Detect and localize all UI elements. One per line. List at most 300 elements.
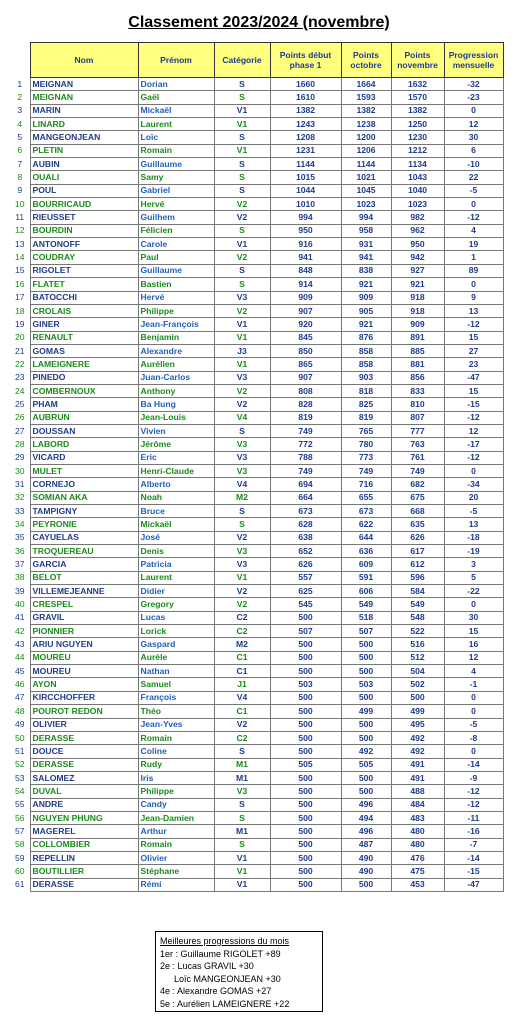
rank-cell: 4 bbox=[17, 118, 23, 129]
points-debut-cell: 788 bbox=[270, 451, 341, 464]
table-row bbox=[10, 464, 503, 477]
rank-cell: 1 bbox=[17, 78, 23, 89]
points-novembre-cell: 763 bbox=[391, 438, 444, 451]
nom-cell: BOURDIN bbox=[30, 224, 138, 237]
categorie-cell: V2 bbox=[214, 531, 270, 544]
categorie-cell: S bbox=[214, 745, 270, 758]
progression-cell: -5 bbox=[444, 184, 503, 197]
points-debut-cell: 920 bbox=[270, 318, 341, 331]
table-row bbox=[10, 331, 503, 344]
rank-cell: 57 bbox=[14, 825, 25, 836]
progression-cell: 16 bbox=[444, 638, 503, 651]
points-octobre-cell: 500 bbox=[341, 651, 391, 664]
points-novembre-cell: 918 bbox=[391, 291, 444, 304]
points-novembre-cell: 491 bbox=[391, 758, 444, 771]
points-debut-cell: 1144 bbox=[270, 158, 341, 171]
progression-cell: 0 bbox=[444, 278, 503, 291]
rank-cell: 3 bbox=[17, 105, 23, 116]
progression-cell: -14 bbox=[444, 758, 503, 771]
points-octobre-cell: 609 bbox=[341, 558, 391, 571]
prenom-cell: Aurèle bbox=[138, 651, 214, 664]
categorie-cell: S bbox=[214, 424, 270, 437]
categorie-cell: V1 bbox=[214, 851, 270, 864]
points-debut-cell: 652 bbox=[270, 545, 341, 558]
progression-cell: -10 bbox=[444, 158, 503, 171]
rank-cell: 5 bbox=[17, 132, 23, 143]
points-debut-cell: 1382 bbox=[270, 104, 341, 117]
nom-cell: KIRCCHOFFER bbox=[30, 691, 138, 704]
table-row bbox=[10, 318, 503, 331]
points-octobre-cell: 921 bbox=[341, 278, 391, 291]
nom-cell: OLIVIER bbox=[30, 718, 138, 731]
points-novembre-cell: 1570 bbox=[391, 91, 444, 104]
categorie-cell: V1 bbox=[214, 878, 270, 891]
rank-cell: 47 bbox=[14, 692, 25, 703]
nom-cell: MARIN bbox=[30, 104, 138, 117]
categorie-cell: M2 bbox=[214, 638, 270, 651]
nom-cell: CAYUELAS bbox=[30, 531, 138, 544]
categorie-cell: S bbox=[214, 158, 270, 171]
prenom-cell: Olivier bbox=[138, 851, 214, 864]
table-row bbox=[10, 118, 503, 131]
categorie-cell: M1 bbox=[214, 758, 270, 771]
nom-cell: PEYRONIE bbox=[30, 518, 138, 531]
points-novembre-cell: 856 bbox=[391, 371, 444, 384]
nom-cell: CRESPEL bbox=[30, 598, 138, 611]
prenom-cell: Jean-Louis bbox=[138, 411, 214, 424]
points-debut-cell: 500 bbox=[270, 878, 341, 891]
points-novembre-cell: 584 bbox=[391, 585, 444, 598]
points-novembre-cell: 1250 bbox=[391, 118, 444, 131]
nom-cell: TAMPIGNY bbox=[30, 505, 138, 518]
rank-cell: 42 bbox=[14, 625, 25, 636]
points-debut-cell: 500 bbox=[270, 811, 341, 824]
points-octobre-cell: 858 bbox=[341, 358, 391, 371]
progression-cell: -47 bbox=[444, 371, 503, 384]
points-novembre-cell: 549 bbox=[391, 598, 444, 611]
rank-cell: 33 bbox=[14, 505, 25, 516]
points-octobre-cell: 909 bbox=[341, 291, 391, 304]
prenom-cell: Juan-Carlos bbox=[138, 371, 214, 384]
points-debut-cell: 500 bbox=[270, 651, 341, 664]
nom-cell: COUDRAY bbox=[30, 251, 138, 264]
points-octobre-cell: 655 bbox=[341, 491, 391, 504]
rank-cell: 59 bbox=[14, 852, 25, 863]
rank-cell: 12 bbox=[14, 225, 25, 236]
prenom-cell: Noah bbox=[138, 491, 214, 504]
progression-cell: 15 bbox=[444, 384, 503, 397]
points-debut-cell: 500 bbox=[270, 665, 341, 678]
points-novembre-cell: 675 bbox=[391, 491, 444, 504]
nom-cell: FLATET bbox=[30, 278, 138, 291]
points-novembre-cell: 810 bbox=[391, 398, 444, 411]
progression-cell: -1 bbox=[444, 678, 503, 691]
points-novembre-cell: 488 bbox=[391, 785, 444, 798]
points-octobre-cell: 500 bbox=[341, 638, 391, 651]
prenom-cell: Iris bbox=[138, 771, 214, 784]
nom-cell: VICARD bbox=[30, 451, 138, 464]
points-debut-cell: 500 bbox=[270, 771, 341, 784]
rank-cell: 39 bbox=[14, 585, 25, 596]
table-row bbox=[10, 371, 503, 384]
table-row bbox=[10, 384, 503, 397]
nom-cell: DERASSE bbox=[30, 731, 138, 744]
points-novembre-cell: 777 bbox=[391, 424, 444, 437]
categorie-cell: S bbox=[214, 91, 270, 104]
categorie-cell: V3 bbox=[214, 451, 270, 464]
prenom-cell: Gaspard bbox=[138, 638, 214, 651]
nom-cell: RIGOLET bbox=[30, 264, 138, 277]
points-novembre-cell: 453 bbox=[391, 878, 444, 891]
categorie-cell: S bbox=[214, 798, 270, 811]
rank-cell: 6 bbox=[17, 145, 23, 156]
points-novembre-cell: 596 bbox=[391, 571, 444, 584]
nom-cell: RIEUSSET bbox=[30, 211, 138, 224]
points-novembre-cell: 682 bbox=[391, 478, 444, 491]
nom-cell: BELOT bbox=[30, 571, 138, 584]
nom-cell: POUROT REDON bbox=[30, 705, 138, 718]
points-novembre-cell: 512 bbox=[391, 651, 444, 664]
progression-cell: 6 bbox=[444, 144, 503, 157]
points-octobre-cell: 780 bbox=[341, 438, 391, 451]
table-row bbox=[10, 665, 503, 678]
nom-cell: PINEDO bbox=[30, 371, 138, 384]
rank-cell: 53 bbox=[14, 772, 25, 783]
prenom-cell: Aurélien bbox=[138, 358, 214, 371]
categorie-cell: V3 bbox=[214, 438, 270, 451]
points-novembre-cell: 982 bbox=[391, 211, 444, 224]
points-novembre-cell: 1632 bbox=[391, 78, 444, 91]
prenom-cell: Carole bbox=[138, 238, 214, 251]
progression-cell: -12 bbox=[444, 318, 503, 331]
points-novembre-cell: 1043 bbox=[391, 171, 444, 184]
rank-cell: 25 bbox=[14, 398, 25, 409]
progression-cell: 12 bbox=[444, 424, 503, 437]
points-octobre-cell: 1664 bbox=[341, 78, 391, 91]
points-novembre-cell: 1212 bbox=[391, 144, 444, 157]
points-octobre-cell: 716 bbox=[341, 478, 391, 491]
points-octobre-cell: 487 bbox=[341, 838, 391, 851]
categorie-cell: V2 bbox=[214, 211, 270, 224]
table-row bbox=[10, 691, 503, 704]
points-debut-cell: 907 bbox=[270, 371, 341, 384]
nom-cell: MAGEREL bbox=[30, 825, 138, 838]
prenom-cell: Stéphane bbox=[138, 865, 214, 878]
prenom-cell: Gregory bbox=[138, 598, 214, 611]
progression-cell: -12 bbox=[444, 798, 503, 811]
categorie-cell: V2 bbox=[214, 304, 270, 317]
points-novembre-cell: 480 bbox=[391, 825, 444, 838]
rank-cell: 41 bbox=[14, 612, 25, 623]
points-octobre-cell: 1144 bbox=[341, 158, 391, 171]
prenom-cell: Denis bbox=[138, 545, 214, 558]
points-octobre-cell: 499 bbox=[341, 705, 391, 718]
points-debut-cell: 749 bbox=[270, 424, 341, 437]
progression-cell: 27 bbox=[444, 344, 503, 357]
points-octobre-cell: 507 bbox=[341, 625, 391, 638]
points-octobre-cell: 1023 bbox=[341, 198, 391, 211]
points-debut-cell: 1231 bbox=[270, 144, 341, 157]
table-row bbox=[10, 678, 503, 691]
prenom-cell: Rudy bbox=[138, 758, 214, 771]
table-row bbox=[10, 291, 503, 304]
points-debut-cell: 916 bbox=[270, 238, 341, 251]
prenom-cell: Philippe bbox=[138, 785, 214, 798]
points-novembre-cell: 962 bbox=[391, 224, 444, 237]
rank-cell: 28 bbox=[14, 438, 25, 449]
progression-cell: -12 bbox=[444, 411, 503, 424]
points-novembre-cell: 483 bbox=[391, 811, 444, 824]
prenom-cell: Bastien bbox=[138, 278, 214, 291]
categorie-cell: M1 bbox=[214, 771, 270, 784]
points-debut-cell: 673 bbox=[270, 505, 341, 518]
progression-cell: -12 bbox=[444, 451, 503, 464]
rank-cell: 24 bbox=[14, 385, 25, 396]
points-debut-cell: 500 bbox=[270, 718, 341, 731]
nom-cell: MEIGNAN bbox=[30, 78, 138, 91]
rank-cell: 43 bbox=[14, 639, 25, 650]
points-octobre-cell: 500 bbox=[341, 718, 391, 731]
points-debut-cell: 500 bbox=[270, 705, 341, 718]
rank-cell: 32 bbox=[14, 492, 25, 503]
points-debut-cell: 749 bbox=[270, 464, 341, 477]
rank-cell: 19 bbox=[14, 318, 25, 329]
rank-cell: 26 bbox=[14, 412, 25, 423]
points-octobre-cell: 636 bbox=[341, 545, 391, 558]
prenom-cell: Vivien bbox=[138, 424, 214, 437]
rank-cell: 37 bbox=[14, 559, 25, 570]
prenom-cell: Gaël bbox=[138, 91, 214, 104]
points-debut-cell: 1044 bbox=[270, 184, 341, 197]
nom-cell: NGUYEN PHUNG bbox=[30, 811, 138, 824]
categorie-cell: S bbox=[214, 811, 270, 824]
header-points-novembre: Points novembre bbox=[391, 43, 444, 78]
points-novembre-cell: 495 bbox=[391, 718, 444, 731]
points-octobre-cell: 1238 bbox=[341, 118, 391, 131]
points-novembre-cell: 1382 bbox=[391, 104, 444, 117]
points-novembre-cell: 927 bbox=[391, 264, 444, 277]
categorie-cell: S bbox=[214, 78, 270, 91]
categorie-cell: S bbox=[214, 505, 270, 518]
ranking-table bbox=[10, 42, 504, 892]
points-novembre-cell: 491 bbox=[391, 771, 444, 784]
table-row bbox=[10, 224, 503, 237]
points-octobre-cell: 549 bbox=[341, 598, 391, 611]
table-row bbox=[10, 638, 503, 651]
prenom-cell: Laurent bbox=[138, 118, 214, 131]
categorie-cell: V1 bbox=[214, 865, 270, 878]
nom-cell: PIONNIER bbox=[30, 625, 138, 638]
categorie-cell: V1 bbox=[214, 358, 270, 371]
prenom-cell: Patricia bbox=[138, 558, 214, 571]
table-row bbox=[10, 184, 503, 197]
points-debut-cell: 545 bbox=[270, 598, 341, 611]
prenom-cell: Samuel bbox=[138, 678, 214, 691]
points-octobre-cell: 496 bbox=[341, 798, 391, 811]
points-octobre-cell: 905 bbox=[341, 304, 391, 317]
prenom-cell: Romain bbox=[138, 731, 214, 744]
rank-cell: 38 bbox=[14, 572, 25, 583]
points-debut-cell: 507 bbox=[270, 625, 341, 638]
progression-cell: 4 bbox=[444, 224, 503, 237]
progression-cell: -47 bbox=[444, 878, 503, 891]
prenom-cell: Laurent bbox=[138, 571, 214, 584]
rank-cell: 30 bbox=[14, 465, 25, 476]
points-novembre-cell: 475 bbox=[391, 865, 444, 878]
categorie-cell: M1 bbox=[214, 825, 270, 838]
nom-cell: MOUREU bbox=[30, 651, 138, 664]
points-debut-cell: 625 bbox=[270, 585, 341, 598]
table-row bbox=[10, 251, 503, 264]
progression-cell: 0 bbox=[444, 691, 503, 704]
rank-cell: 56 bbox=[14, 812, 25, 823]
progression-cell: 0 bbox=[444, 598, 503, 611]
points-novembre-cell: 950 bbox=[391, 238, 444, 251]
points-novembre-cell: 918 bbox=[391, 304, 444, 317]
points-octobre-cell: 494 bbox=[341, 811, 391, 824]
table-row bbox=[10, 838, 503, 851]
header-prenom: Prénom bbox=[138, 43, 214, 78]
prenom-cell: Félicien bbox=[138, 224, 214, 237]
points-debut-cell: 828 bbox=[270, 398, 341, 411]
points-octobre-cell: 941 bbox=[341, 251, 391, 264]
points-octobre-cell: 490 bbox=[341, 865, 391, 878]
prenom-cell: Philippe bbox=[138, 304, 214, 317]
progression-cell: 0 bbox=[444, 198, 503, 211]
table-row bbox=[10, 198, 503, 211]
prenom-cell: Anthony bbox=[138, 384, 214, 397]
table-row bbox=[10, 451, 503, 464]
table-row bbox=[10, 878, 503, 891]
rank-cell: 9 bbox=[17, 185, 23, 196]
categorie-cell: V3 bbox=[214, 785, 270, 798]
categorie-cell: C1 bbox=[214, 705, 270, 718]
points-octobre-cell: 1200 bbox=[341, 131, 391, 144]
rank-cell: 35 bbox=[14, 532, 25, 543]
points-octobre-cell: 765 bbox=[341, 424, 391, 437]
points-octobre-cell: 773 bbox=[341, 451, 391, 464]
categorie-cell: V2 bbox=[214, 384, 270, 397]
rank-cell: 54 bbox=[14, 785, 25, 796]
points-octobre-cell: 492 bbox=[341, 745, 391, 758]
points-octobre-cell: 1593 bbox=[341, 91, 391, 104]
points-novembre-cell: 1040 bbox=[391, 184, 444, 197]
points-debut-cell: 865 bbox=[270, 358, 341, 371]
prenom-cell: Guilhem bbox=[138, 211, 214, 224]
points-novembre-cell: 617 bbox=[391, 545, 444, 558]
nom-cell: CORNEJO bbox=[30, 478, 138, 491]
prenom-cell: Alexandre bbox=[138, 344, 214, 357]
progression-cell: 4 bbox=[444, 665, 503, 678]
rank-cell: 15 bbox=[14, 265, 25, 276]
points-octobre-cell: 825 bbox=[341, 398, 391, 411]
rank-cell: 27 bbox=[14, 425, 25, 436]
points-novembre-cell: 504 bbox=[391, 665, 444, 678]
points-debut-cell: 500 bbox=[270, 825, 341, 838]
rank-cell: 22 bbox=[14, 358, 25, 369]
table-row bbox=[10, 531, 503, 544]
prenom-cell: Mickaël bbox=[138, 518, 214, 531]
rank-cell: 52 bbox=[14, 759, 25, 770]
table-row bbox=[10, 731, 503, 744]
categorie-cell: C1 bbox=[214, 651, 270, 664]
categorie-cell: V1 bbox=[214, 118, 270, 131]
points-octobre-cell: 921 bbox=[341, 318, 391, 331]
points-octobre-cell: 903 bbox=[341, 371, 391, 384]
table-row bbox=[10, 104, 503, 117]
categorie-cell: S bbox=[214, 131, 270, 144]
points-debut-cell: 500 bbox=[270, 785, 341, 798]
points-novembre-cell: 502 bbox=[391, 678, 444, 691]
header-nom: Nom bbox=[30, 43, 138, 78]
prenom-cell: Ba Hung bbox=[138, 398, 214, 411]
progression-cell: -9 bbox=[444, 771, 503, 784]
best-progressions-box bbox=[155, 931, 323, 1012]
progression-cell: 12 bbox=[444, 651, 503, 664]
points-debut-cell: 941 bbox=[270, 251, 341, 264]
points-octobre-cell: 1021 bbox=[341, 171, 391, 184]
nom-cell: MANGEONJEAN bbox=[30, 131, 138, 144]
nom-cell: GINER bbox=[30, 318, 138, 331]
table-row bbox=[10, 705, 503, 718]
prenom-cell: Jérôme bbox=[138, 438, 214, 451]
prenom-cell: Hervé bbox=[138, 198, 214, 211]
points-debut-cell: 500 bbox=[270, 865, 341, 878]
points-debut-cell: 994 bbox=[270, 211, 341, 224]
rank-cell: 44 bbox=[14, 652, 25, 663]
progression-cell: 20 bbox=[444, 491, 503, 504]
points-debut-cell: 1660 bbox=[270, 78, 341, 91]
points-debut-cell: 1208 bbox=[270, 131, 341, 144]
nom-cell: MOUREU bbox=[30, 665, 138, 678]
points-debut-cell: 557 bbox=[270, 571, 341, 584]
table-row bbox=[10, 158, 503, 171]
prenom-cell: Dorian bbox=[138, 78, 214, 91]
points-debut-cell: 1243 bbox=[270, 118, 341, 131]
points-octobre-cell: 500 bbox=[341, 691, 391, 704]
progression-cell: -19 bbox=[444, 545, 503, 558]
categorie-cell: C1 bbox=[214, 665, 270, 678]
nom-cell: GOMAS bbox=[30, 344, 138, 357]
nom-cell: DERASSE bbox=[30, 878, 138, 891]
nom-cell: LABORD bbox=[30, 438, 138, 451]
progression-cell: 0 bbox=[444, 745, 503, 758]
header-categorie: Catégorie bbox=[214, 43, 270, 78]
points-debut-cell: 1015 bbox=[270, 171, 341, 184]
points-debut-cell: 694 bbox=[270, 478, 341, 491]
nom-cell: AUBRUN bbox=[30, 411, 138, 424]
categorie-cell: S bbox=[214, 224, 270, 237]
categorie-cell: V3 bbox=[214, 558, 270, 571]
nom-cell: BOURRICAUD bbox=[30, 198, 138, 211]
prenom-cell: Loïc bbox=[138, 131, 214, 144]
points-octobre-cell: 500 bbox=[341, 731, 391, 744]
points-debut-cell: 909 bbox=[270, 291, 341, 304]
points-novembre-cell: 921 bbox=[391, 278, 444, 291]
progression-cell: -8 bbox=[444, 731, 503, 744]
categorie-cell: V3 bbox=[214, 545, 270, 558]
points-octobre-cell: 505 bbox=[341, 758, 391, 771]
best-title: Meilleures progressions du mois bbox=[160, 936, 290, 946]
progression-cell: -22 bbox=[444, 585, 503, 598]
nom-cell: LINARD bbox=[30, 118, 138, 131]
prenom-cell: Lorick bbox=[138, 625, 214, 638]
categorie-cell: S bbox=[214, 264, 270, 277]
progression-cell: -15 bbox=[444, 398, 503, 411]
progression-cell: -12 bbox=[444, 785, 503, 798]
categorie-cell: V1 bbox=[214, 571, 270, 584]
progression-cell: -5 bbox=[444, 718, 503, 731]
